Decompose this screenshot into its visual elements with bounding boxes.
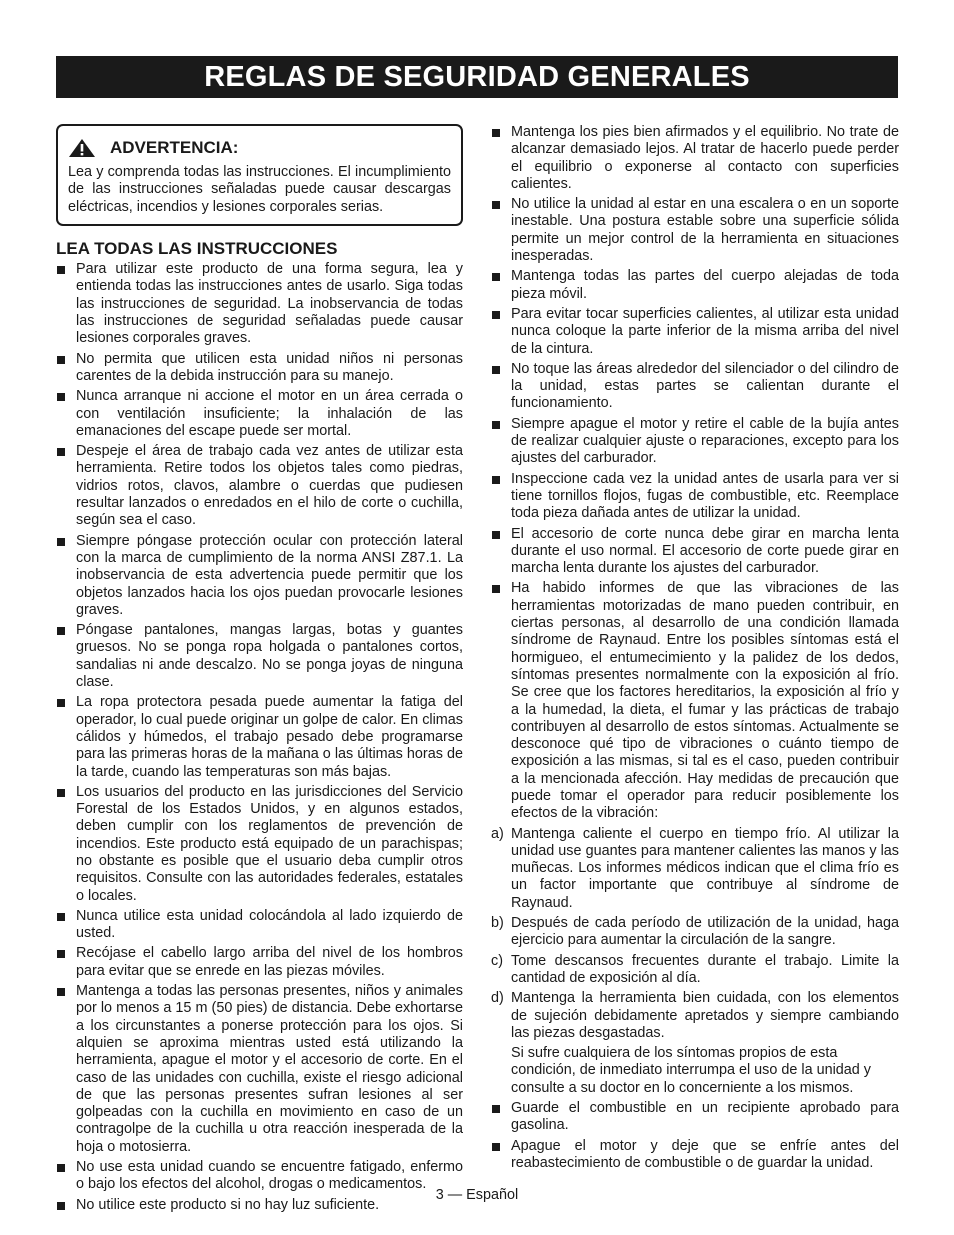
sub-item-list [491, 826, 899, 1043]
list-item: Siempre apague el motor y retire el cable de la bujía antes de realizar cualquier ajuste o reparaciones, excepto para los ajustes del carburador. [491, 416, 899, 468]
sub-list-item: a) Mantenga caliente el cuerpo en tiempo frío. Al utilizar la unidad use guantes para mantener calientes las manos y las muñecas. Los informes médicos indican que el clima frío es un factor importante que contribuye al síndrome de Raynaud. [491, 825, 899, 911]
warning-box [56, 124, 463, 226]
bullet-square-icon [56, 261, 76, 347]
sub-item-marker: c) [491, 952, 503, 969]
left-column [56, 124, 463, 1217]
list-item: No utilice este producto si no hay luz suficiente. [56, 1197, 463, 1214]
list-item: Nunca arranque ni accione el motor en un área cerrada o con ventilación insuficiente; la inhalación de las emanaciones del escape puede ser mortal. [56, 388, 463, 440]
list-item: Para utilizar este producto de una forma segura, lea y entienda todas las instrucciones antes de usarlo. Siga todas las instrucciones de seguridad. La inobservancia de todas las instrucciones de seguridad señaladas puede causar lesiones corporales graves. [56, 261, 463, 347]
list-item: Para evitar tocar superficies calientes, al utilizar esta unidad nunca coloque la parte inferior de la misma arriba del nivel de la cintura. [491, 306, 899, 358]
list-item: Mantenga todas las partes del cuerpo alejadas de toda pieza móvil. [491, 268, 899, 303]
warning-heading: ADVERTENCIA: [110, 138, 239, 158]
bullet-square-icon [491, 526, 511, 578]
bullet-square-icon [491, 268, 511, 303]
list-item: No utilice la unidad al estar en una escalera o en un soporte inestable. Una postura estable sobre una superficie sólida permite un mejor control de la herramienta en situaciones inesperadas. [491, 196, 899, 265]
bullet-square-icon [491, 124, 511, 193]
list-item: No toque las áreas alrededor del silenciador o del cilindro de la unidad, estas partes se calientan durante el funcionamiento. [491, 361, 899, 413]
sub-item-marker: d) [491, 990, 504, 1007]
bullet-square-icon [56, 622, 76, 691]
list-item: Recójase el cabello largo arriba del nivel de los hombros para evitar que se enrede en las piezas móviles. [56, 945, 463, 980]
list-item: Inspeccione cada vez la unidad antes de usarla para ver si tiene tornillos flojos, fugas de combustible, etc. Reemplace toda pieza dañada antes de utilizar la unidad. [491, 471, 899, 523]
bullet-square-icon [491, 306, 511, 358]
list-item: Ha habido informes de que las vibraciones de las herramientas motorizadas de mano pueden contribuir, en ciertas personas, al desarrollo de una condición llamada síndrome de Raynaud. Entre los posibles síntomas está el hormigueo, el entumecimiento y la palidez de los dedos, síntomas presentes normalmente con la exposición al frío. Se cree que los factores hereditarios, la exposición al frío y a la humedad, la dieta, el fumar y las prácticas de trabajo contribuyen al desarrollo de estos síntomas. Actualmente se desconoce qué tipo de vibraciones o cuánto tiempo de exposición a las mismas, si tal es el caso, pueden contribuir a la mencionada afección. Hay medidas de precaución que puede tomar el operador para reducir posiblemente los efectos de la vibración: [491, 580, 899, 822]
sub-list-item: c) Tome descansos frecuentes durante el trabajo. Limite la cantidad de exposición al día. [491, 952, 899, 986]
list-item: El accesorio de corte nunca debe girar en marcha lenta durante el uso normal. El accesorio de corte puede girar en marcha lenta durante los ajustes del carburador. [491, 526, 899, 578]
bullet-square-icon [491, 416, 511, 468]
bullet-square-icon [56, 983, 76, 1156]
list-item: Guarde el combustible en un recipiente aprobado para gasolina. [491, 1100, 899, 1135]
list-item: No use esta unidad cuando se encuentre fatigado, enfermo o bajo los efectos del alcohol, drogas o medicamentos. [56, 1159, 463, 1194]
left-bullet-list [56, 261, 463, 1214]
bullet-square-icon [491, 471, 511, 523]
bullet-square-icon [56, 694, 76, 780]
warning-header [68, 138, 451, 158]
bullet-square-icon [56, 388, 76, 440]
bullet-square-icon [56, 533, 76, 619]
bullet-square-icon [491, 361, 511, 413]
sub-item-marker: a) [491, 825, 504, 842]
bullet-square-icon [56, 945, 76, 980]
list-item: Siempre póngase protección ocular con protección lateral con la marca de cumplimiento de la norma ANSI Z87.1. La inobservancia de esta advertencia puede permitir que los objetos lanzados hacia los ojos puedan provocarle lesiones graves. [56, 533, 463, 619]
bullet-square-icon [56, 351, 76, 386]
list-item: La ropa protectora pesada puede aumentar la fatiga del operador, lo cual puede originar un golpe de calor. En climas cálidos y húmedos, el trabajo pesado debe programarse para las primeras horas de la mañana o las últimas horas de la tarde, cuando las temperaturas son más bajas. [56, 694, 463, 780]
page-footer: 3 — Español [435, 1187, 519, 1203]
right-bullet-list [491, 124, 899, 823]
bullet-square-icon [491, 580, 511, 822]
list-item: Despeje el área de trabajo cada vez antes de utilizar esta herramienta. Retire todos los objetos tales como piedras, vidrios rotos, clavos, alambre o cuerdas que pudiesen resultar lanzados o enredados en el hilo de corte o cuchilla, según sea el caso. [56, 443, 463, 529]
sub-item-note: Si sufre cualquiera de los síntomas propios de esta condición, de inmediato interrumpa el uso de la unidad y consulte a su doctor en lo concerniente a los mismos. [511, 1045, 871, 1096]
bullet-square-icon [56, 784, 76, 905]
bullet-square-icon [491, 196, 511, 265]
list-item: Mantenga a todas las personas presentes, niños y animales por lo menos a 15 m (50 pies) de distancia. Debe exhortarse a los circunstantes a ponerse protección para los ojos. Si alquien se aproxima mientras usted está utilizando la herramienta, apague el motor y el accesorio de corte. En el caso de las unidades con cuchilla, existe el riesgo adicional de que las personas presentes sufran lesiones al ser golpeadas con la cuchilla en movimiento en caso de un contragolpe de la cuchilla u otra reacción inesperada de la hoja o motosierra. [56, 983, 463, 1156]
sub-item-marker: b) [491, 915, 504, 932]
list-item: No permita que utilicen esta unidad niños ni personas carentes de la debida instrucción para su manejo. [56, 351, 463, 386]
list-item: Nunca utilice esta unidad colocándola al lado izquierdo de usted. [56, 908, 463, 943]
sub-list-item: b) Después de cada período de utilización de la unidad, haga ejercicio para aumentar la circulación de la sangre. [491, 915, 899, 949]
warning-triangle-icon [68, 138, 96, 158]
final-bullet-list [491, 1100, 899, 1172]
bullet-square-icon [491, 1138, 511, 1173]
warning-text: Lea y comprenda todas las instrucciones. El incumplimiento de las instrucciones señaladas puede causar descargas eléctricas, incendios y lesiones corporales serias. [68, 164, 451, 215]
sub-list-item: d) Mantenga la herramienta bien cuidada, con los elementos de sujeción debidamente apretados y siempre cambiando las piezas desgastadas. [491, 990, 899, 1041]
right-column [491, 124, 899, 1175]
list-item: Póngase pantalones, mangas largas, botas y guantes gruesos. No se ponga ropa holgada o pantalones cortos, sandalias ni ande descalzo. No se ponga joyas de ninguna clase. [56, 622, 463, 691]
list-item: Los usuarios del producto en las jurisdicciones del Servicio Forestal de los Estados Unidos, y en algunos estados, deben cumplir con los reglamentos de prevención de incendios. Este producto está equipado de un parachispas; no obstante es posible que el usuario deba cumplir otros requisitos. Consulte con las autoridades federales, estatales o locales. [56, 784, 463, 905]
list-item: Apague el motor y deje que se enfríe antes del reabastecimiento de combustible o de guardar la unidad. [491, 1138, 899, 1173]
list-item: Mantenga los pies bien afirmados y el equilibrio. No trate de alcanzar demasiado lejos. Al tratar de hacerlo puede perder el equilibrio o exponerse al contacto con superficies calientes. [491, 124, 899, 193]
section-heading: LEA TODAS LAS INSTRUCCIONES [56, 238, 338, 258]
bullet-square-icon [56, 443, 76, 529]
bullet-square-icon [491, 1100, 511, 1135]
bullet-square-icon [56, 908, 76, 943]
page-title: REGLAS DE SEGURIDAD GENERALES [56, 56, 898, 98]
